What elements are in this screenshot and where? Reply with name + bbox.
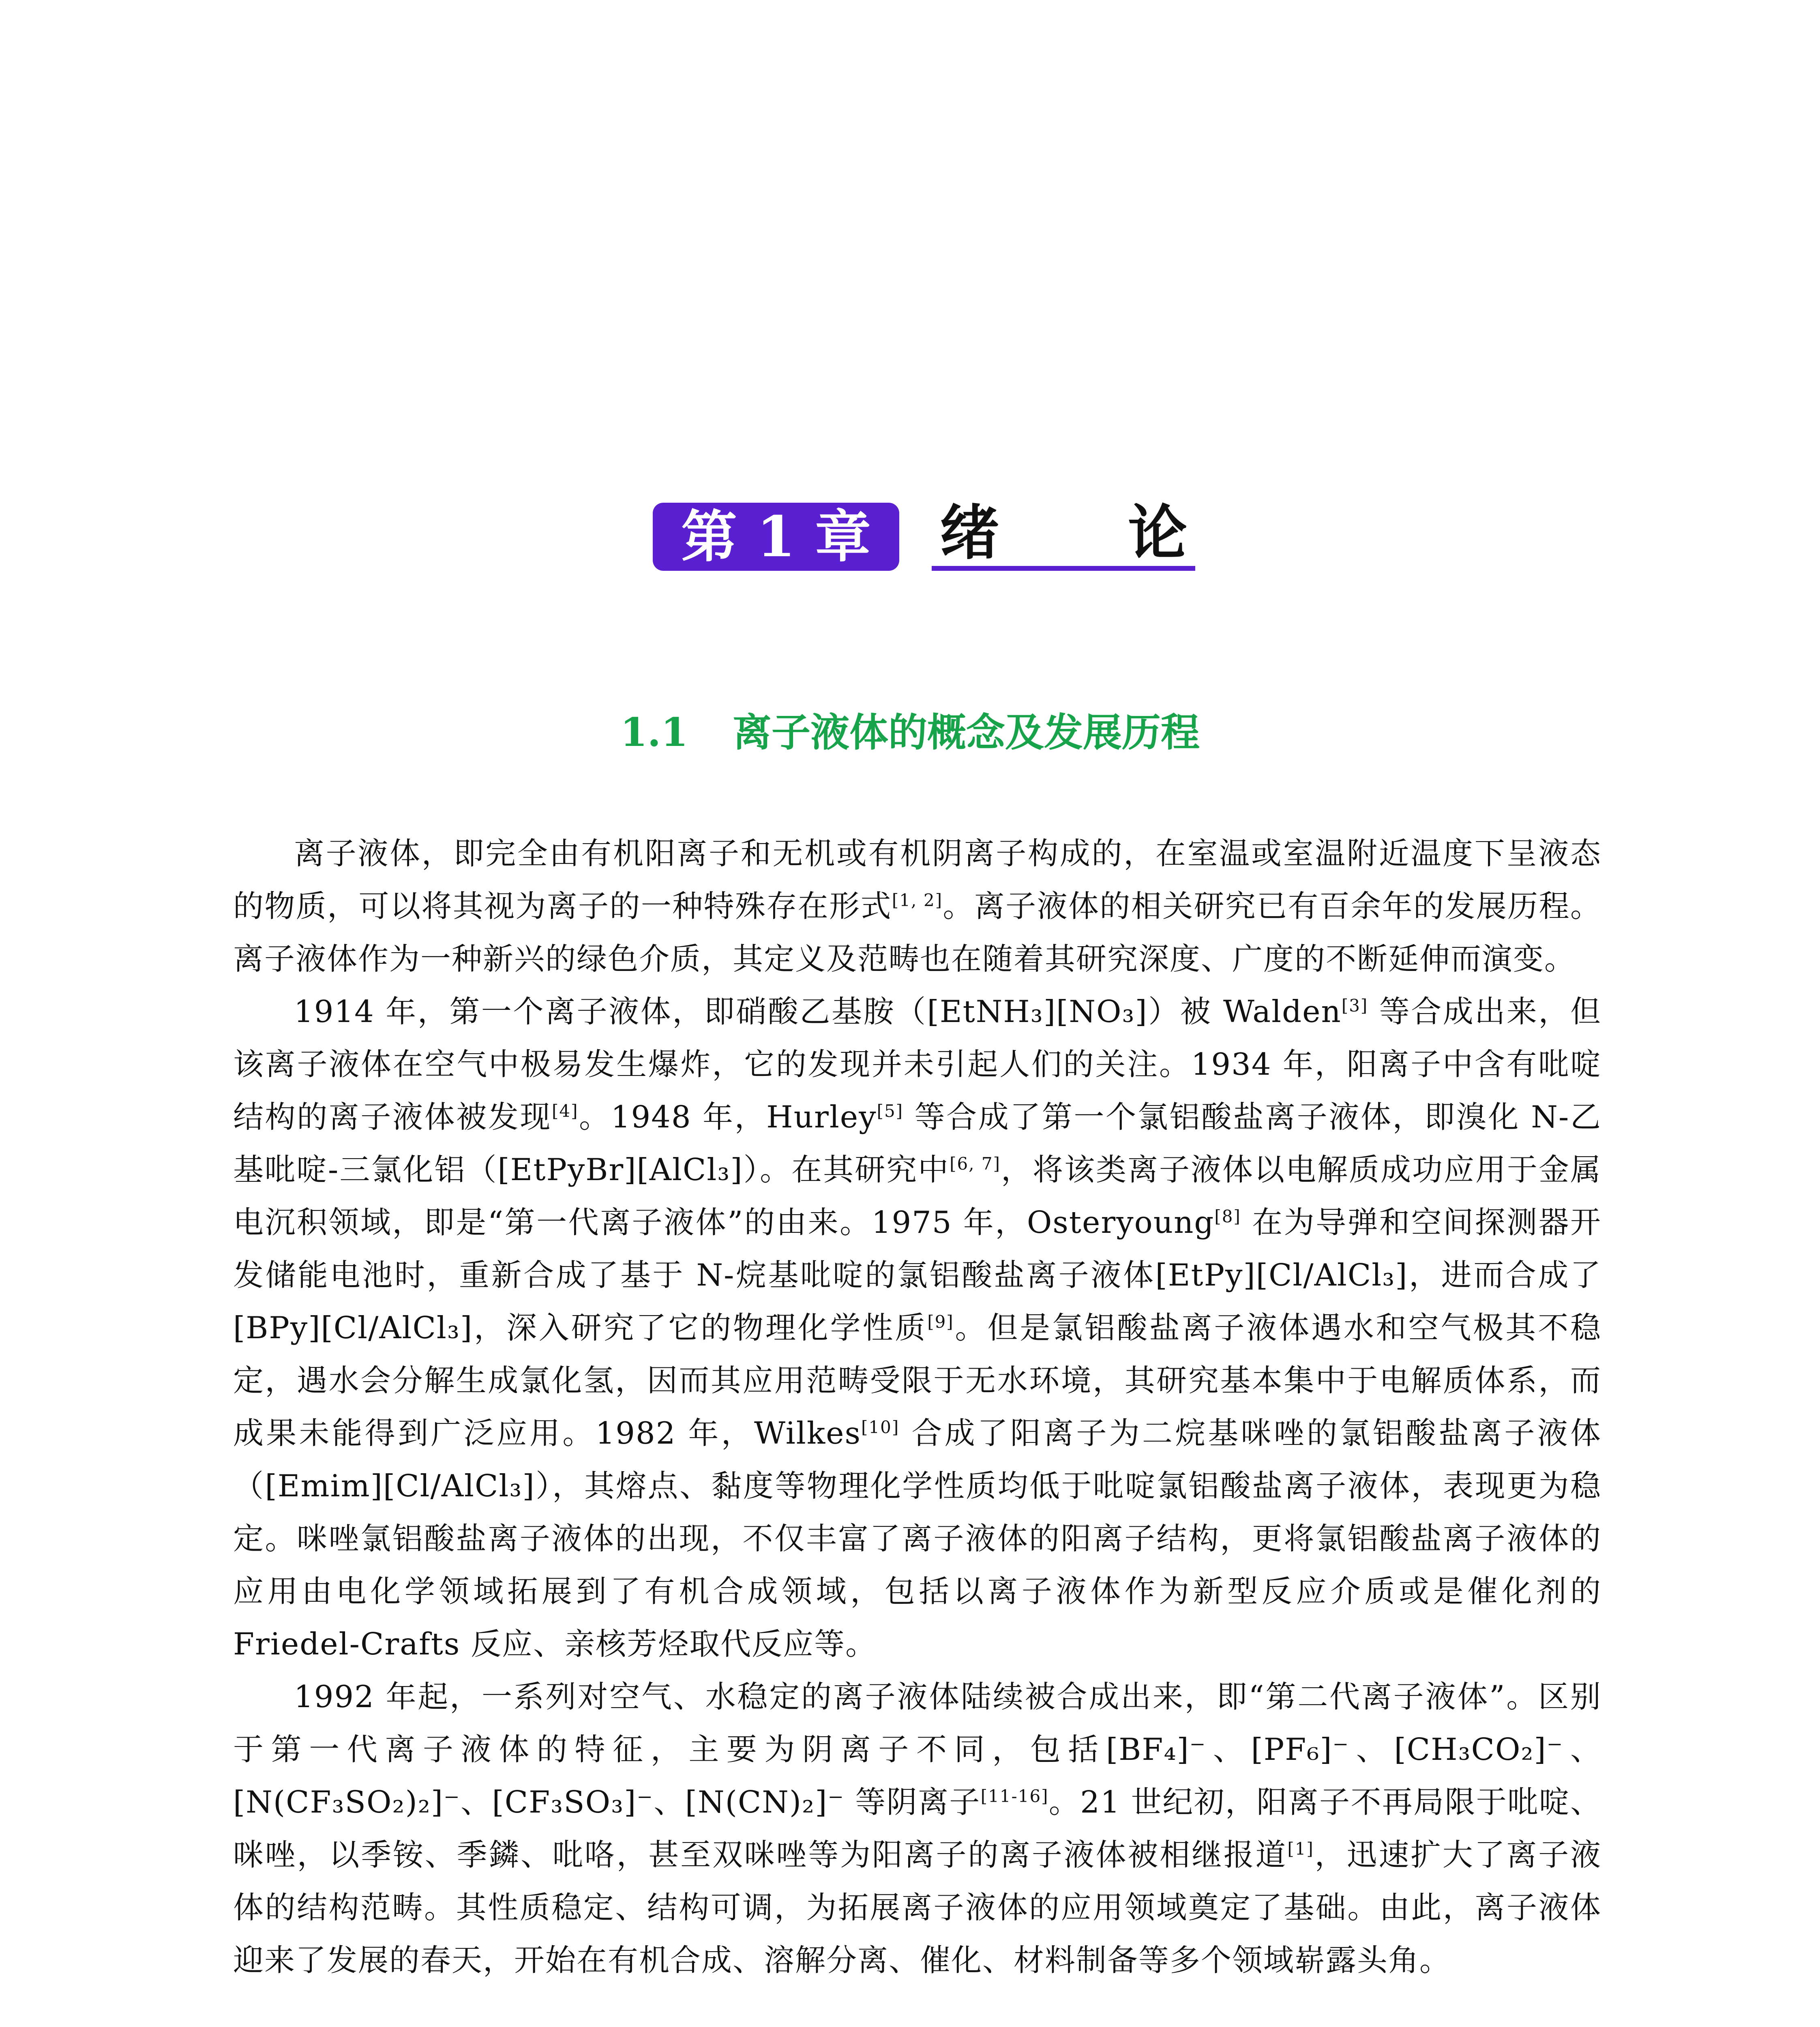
citation: [4] — [552, 1101, 579, 1121]
paragraph: 1914 年，第一个离子液体，即硝酸乙基胺（[EtNH₃][NO₃]）被 Walden[3] 等合成出来，但该离子液体在空气中极易发生爆炸，它的发现并未引起人们的关注。1934 年，阳离子中含有吡啶结构的离子液体被发现[4]。1948 年，Hurley[5] 等合成了第一个氯铝酸盐离子液体，即溴化 N-乙基吡啶-三氯化铝（[EtPyBr][AlCl₃]）。在其研究中[6, 7]，将该类离子液体以电解质成功应用于金属电沉积领域，即是“第一代离子液体”的由来。1975 年，Osteryoung[8] 在为导弹和空间探测器开发储能电池时，重新合成了基于 N-烷基吡啶的氯铝酸盐离子液体[EtPy][Cl/AlCl₃]，进而合成了[BPy][Cl/AlCl₃]，深入研究了它的物理化学性质[9]。但是氯铝酸盐离子液体遇水和空气极其不稳定，遇水会分解生成氯化氢，因而其应用范畴受限于无水环境，其研究基本集中于电解质体系，而成果未能得到广泛应用。1982 年，Wilkes[10] 合成了阳离子为二烷基咪唑的氯铝酸盐离子液体（[Emim][Cl/AlCl₃]），其熔点、黏度等物理化学性质均低于吡啶氯铝酸盐离子液体，表现更为稳定。咪唑氯铝酸盐离子液体的出现，不仅丰富了离子液体的阳离子结构，更将氯铝酸盐离子液体的应用由电化学领域拓展到了有机合成领域，包括以离子液体作为新型反应介质或是催化剂的 Friedel-Crafts 反应、亲核芳烃取代反应等。 — [233, 994, 1602, 1662]
citation: [10] — [861, 1417, 900, 1437]
paragraph: 1992 年起，一系列对空气、水稳定的离子液体陆续被合成出来，即“第二代离子液体”。区别于第一代离子液体的特征，主要为阴离子不同，包括[BF₄]⁻、[PF₆]⁻、[CH₃CO₂]⁻、[N(CF₃SO₂)₂]⁻、[CF₃SO₃]⁻、[N(CN)₂]⁻ 等阴离子[11-16]。21 世纪初，阳离子不再局限于吡啶、咪唑，以季铵、季鏻、吡咯，甚至双咪唑等为阳离子的离子液体被相继报道[1]，迅速扩大了离子液体的结构范畴。其性质稳定、结构可调，为拓展离子液体的应用领域奠定了基础。由此，离子液体迎来了发展的春天，开始在有机合成、溶解分离、催化、材料制备等多个领域崭露头角。 — [233, 1679, 1601, 1978]
paragraph: 离子液体，即完全由有机阳离子和无机或有机阴离子构成的，在室温或室温附近温度下呈液态的物质，可以将其视为离子的一种特殊存在形式[1, 2]。离子液体的相关研究已有百余年的发展历程。离子液体作为一种新兴的绿色介质，其定义及范畴也在随着其研究深度、广度的不断延伸而演变。 — [233, 836, 1601, 977]
citation: [9] — [927, 1312, 954, 1332]
section-heading — [0, 706, 1820, 759]
body-text — [233, 827, 1601, 1986]
chapter-title-underline — [932, 498, 1195, 571]
citation: [5] — [877, 1101, 904, 1121]
citation: [1] — [1287, 1839, 1314, 1859]
citation: [11-16] — [980, 1786, 1049, 1806]
citation: [8] — [1214, 1206, 1241, 1226]
citation: [1, 2] — [892, 890, 943, 910]
section-number: 1.1 — [620, 709, 688, 755]
citation: [6, 7] — [950, 1154, 1001, 1174]
citation: [3] — [1341, 996, 1368, 1016]
chapter-title: 绪 论 — [940, 498, 1188, 568]
chapter-label-badge: 第 1 章 — [653, 503, 899, 571]
chapter-heading — [653, 498, 1195, 571]
section-title: 离子液体的概念及发展历程 — [733, 709, 1200, 755]
